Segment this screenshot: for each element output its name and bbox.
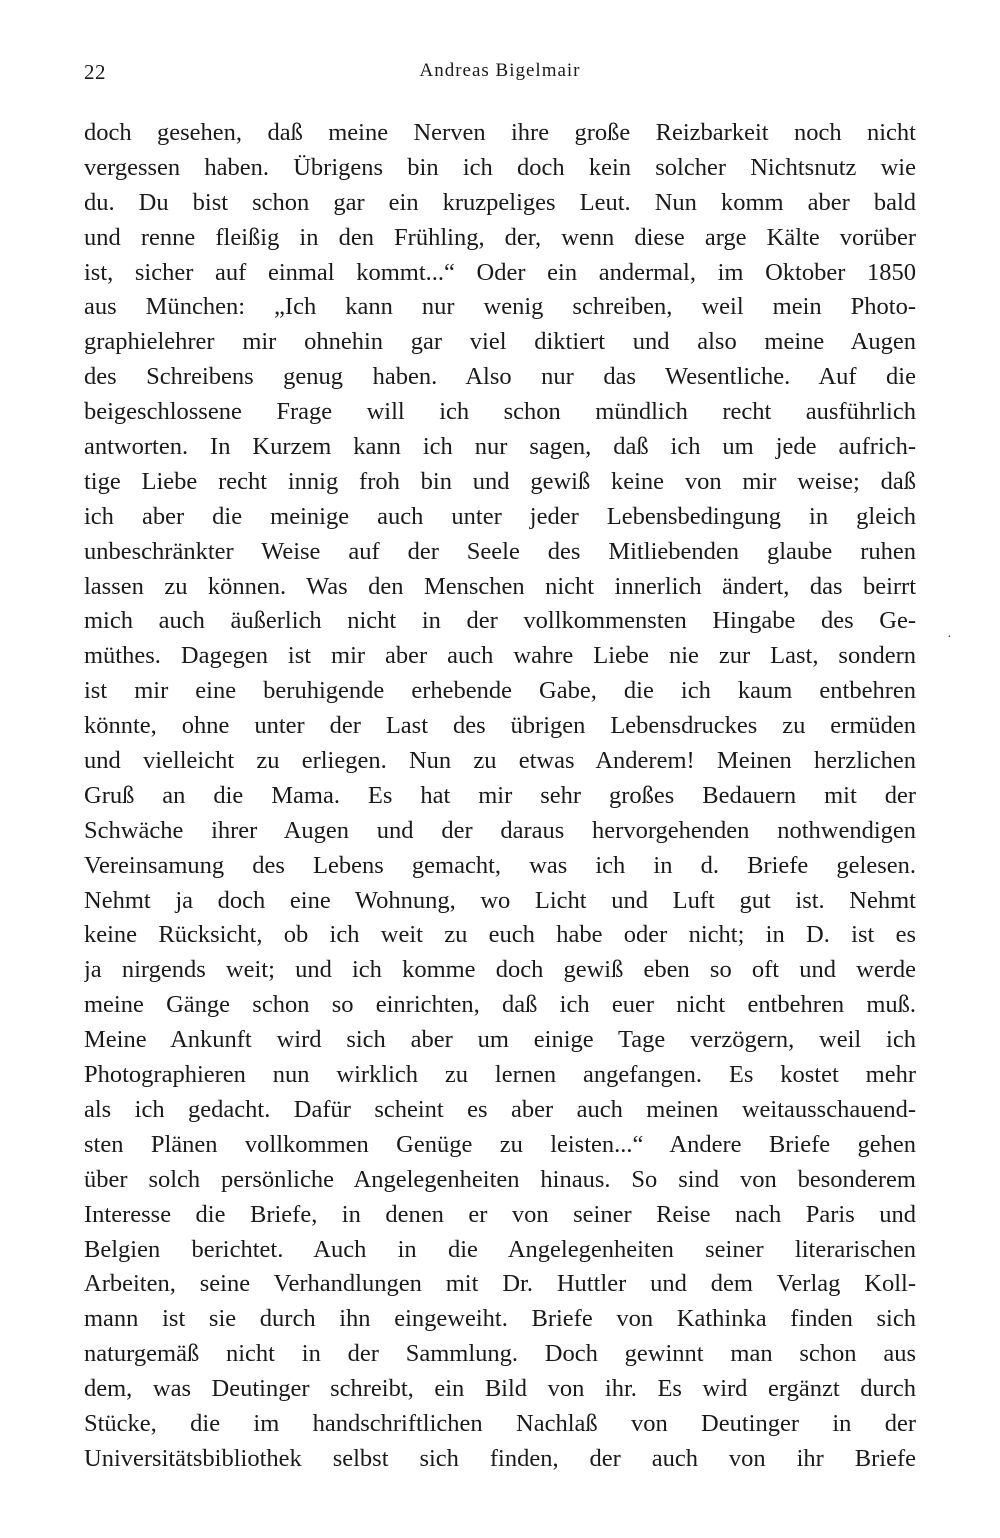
text-line: und renne fleißig in den Frühling, der, wenn diese arge Kälte vorüber [84,223,916,251]
text-line: Gruß an die Mama. Es hat mir sehr großes Bedauern mit der [84,781,916,809]
text-line: Photographieren nun wirklich zu lernen angefangen. Es kostet mehr [84,1061,916,1089]
text-line: des Schreibens genug haben. Also nur das Wesentliche. Auf die [84,363,916,391]
text-line: mich auch äußerlich nicht in der vollkommensten Hingabe des Ge- [84,607,916,635]
text-line: antworten. In Kurzem kann ich nur sagen, daß ich um jede aufrich- [84,433,916,461]
text-line: ich aber die meinige auch unter jeder Lebensbedingung in gleich [84,502,916,530]
text-line: lassen zu können. Was den Menschen nicht innerlich ändert, das beirrt [84,572,916,600]
text-line: als ich gedacht. Dafür scheint es aber auch meinen weitausschauend- [84,1095,916,1123]
text-line: Nehmt ja doch eine Wohnung, wo Licht und Luft gut ist. Nehmt [84,886,916,914]
text-line: keine Rücksicht, ob ich weit zu euch habe oder nicht; in D. ist es [84,921,916,949]
text-line: Belgien berichtet. Auch in die Angelegenheiten seiner literarischen [84,1235,916,1263]
text-line: könnte, ohne unter der Last des übrigen Lebensdruckes zu ermüden [84,712,916,740]
text-line: sten Plänen vollkommen Genüge zu leisten...“ Andere Briefe gehen [84,1130,916,1158]
page-number: 22 [84,60,106,84]
text-line: meine Gänge schon so einrichten, daß ich euer nicht entbehren muß. [84,991,916,1019]
text-line: ist, sicher auf einmal kommt...“ Oder ein andermal, im Oktober 1850 [84,258,916,286]
text-line: graphielehrer mir ohnehin gar viel diktiert und also meine Augen [84,328,916,356]
text-line: Meine Ankunft wird sich aber um einige Tage verzögern, weil ich [84,1026,916,1054]
text-line: du. Du bist schon gar ein kruzpeliges Leut. Nun komm aber bald [84,188,916,216]
text-line: Universitätsbibliothek selbst sich finden, der auch von ihr Briefe [84,1444,916,1472]
running-head: Andreas Bigelmair [419,60,581,81]
text-line: Stücke, die im handschriftlichen Nachlaß von Deutinger in der [84,1409,916,1437]
text-line: Arbeiten, seine Verhandlungen mit Dr. Huttler und dem Verlag Koll- [84,1270,916,1298]
margin-mark: · [947,630,952,645]
text-line: dem, was Deutinger schreibt, ein Bild von ihr. Es wird ergänzt durch [84,1375,916,1403]
text-line: unbeschränkter Weise auf der Seele des Mitliebenden glaube ruhen [84,537,916,565]
body-text [84,116,916,1477]
text-line: Schwäche ihrer Augen und der daraus hervorgehenden nothwendigen [84,816,916,844]
text-line: über solch persönliche Angelegenheiten hinaus. So sind von besonderem [84,1165,916,1193]
text-line: aus München: „Ich kann nur wenig schreiben, weil mein Photo- [84,293,916,321]
text-line: ja nirgends weit; und ich komme doch gewiß eben so oft und werde [84,956,916,984]
text-line: beigeschlossene Frage will ich schon mündlich recht ausführlich [84,398,916,426]
text-line: ist mir eine beruhigende erhebende Gabe, die ich kaum entbehren [84,677,916,705]
text-line: müthes. Dagegen ist mir aber auch wahre Liebe nie zur Last, sondern [84,642,916,670]
text-line: vergessen haben. Übrigens bin ich doch kein solcher Nichtsnutz wie [84,153,916,181]
text-line: Interesse die Briefe, in denen er von seiner Reise nach Paris und [84,1200,916,1228]
text-line: Vereinsamung des Lebens gemacht, was ich in d. Briefe gelesen. [84,851,916,879]
text-line: naturgemäß nicht in der Sammlung. Doch gewinnt man schon aus [84,1340,916,1368]
text-line: und vielleicht zu erliegen. Nun zu etwas Anderem! Meinen herzlichen [84,747,916,775]
text-line: tige Liebe recht innig froh bin und gewiß keine von mir weise; daß [84,467,916,495]
page-header [84,60,916,90]
text-line: doch gesehen, daß meine Nerven ihre große Reizbarkeit noch nicht [84,119,916,146]
text-line: mann ist sie durch ihn eingeweiht. Briefe von Kathinka finden sich [84,1305,916,1333]
